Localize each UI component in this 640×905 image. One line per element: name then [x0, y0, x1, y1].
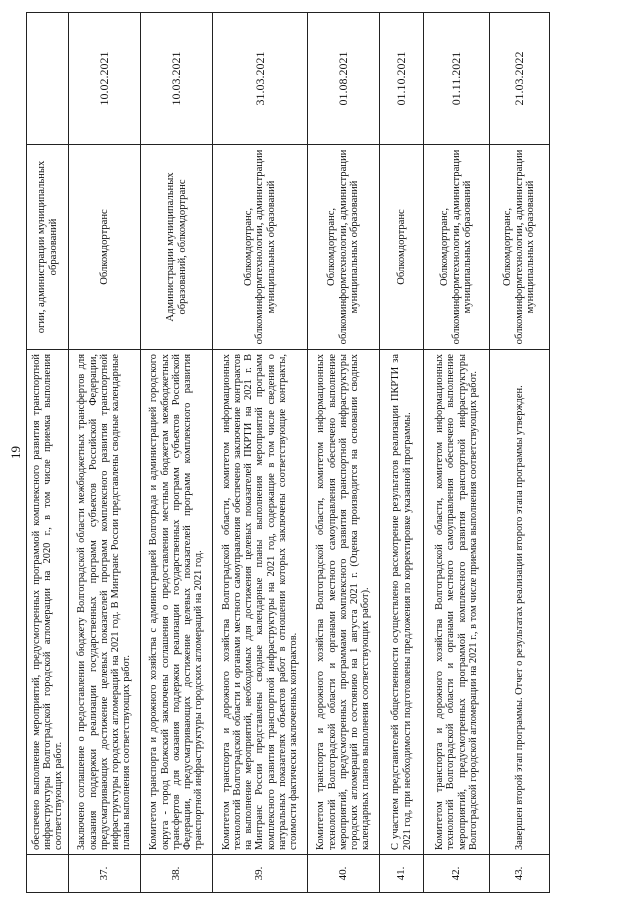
table-row	[27, 13, 69, 893]
row-executor: Администрации муниципальных образований, облкомдортранс	[141, 145, 213, 350]
row-number: 43.	[490, 855, 550, 893]
row-number: 42.	[424, 855, 490, 893]
row-number: 40.	[308, 855, 380, 893]
row-number: 39.	[213, 855, 308, 893]
table-row	[69, 13, 141, 893]
row-description: Комитетом транспорта и дорожного хозяйства Волгоградской области, комитетом информационных технологий Волгоградской области и органами местного самоуправления обеспечено заключение контрактов на выполнение мероприятий, необходимых для достижения целевых показателей ПКРТИ на 2021 г. В Минтранс России представлены сводные календарные планы выполнения мероприятий программ комплексного развития транспортной инфраструктуры на 2021 год, содержащие в том числе сведения о натуральных показателях объектов работ в отношении которых заключены соответствующие контракты, стоимости фактически заключенных контрактов.	[213, 350, 308, 855]
row-date	[27, 13, 69, 145]
row-executor: огии, администрации муниципальных образований	[27, 145, 69, 350]
table-row	[380, 13, 424, 893]
row-description: Завершен второй этап программы. Отчет о результатах реализации второго этапа программы утвержден.	[490, 350, 550, 855]
row-date: 01.08.2021	[308, 13, 380, 145]
table-row	[490, 13, 550, 893]
plan-table	[26, 12, 550, 893]
table-row	[308, 13, 380, 893]
row-date: 01.11.2021	[424, 13, 490, 145]
page-number: 19	[8, 446, 23, 459]
row-executor: Облкомдортранс	[69, 145, 141, 350]
row-description: Заключено соглашение о предоставлении бюджету Волгоградской области межбюджетных трансфертов для оказания поддержки реализации государственных программ субъектов Российской Федерации, предусматривающих достижение целевых показателей программ комплексного развития транспортной инфраструктуры городских агломераций на 2021 год. В Минтранс России представлены сводные календарные планы выполнения соответствующих работ.	[69, 350, 141, 855]
row-description: Комитетом транспорта и дорожного хозяйства с администрацией Волгограда и администрацией городского округа - город Волжский заключены соглашения о предоставлении местным бюджетам межбюджетных трансфертов для оказания поддержки реализации государственных программ субъектов Российской Федерации, предусматривающих достижение целевых показателей программ комплексного развития транспортной инфраструктуры городских агломераций на 2021 год.	[141, 350, 213, 855]
row-date: 21.03.2022	[490, 13, 550, 145]
row-date: 10.03.2021	[141, 13, 213, 145]
row-description: Комитетом транспорта и дорожного хозяйства Волгоградской области, комитетом информационных технологий Волгоградской области и органами местного самоуправления обеспечено выполнение мероприятий, предусмотренных программами комплексного развития транспортной инфраструктуры городских агломераций по состоянию на 1 августа 2021 г. (Оценка производится на основании сводных календарных планов выполнения соответствующих работ).	[308, 350, 380, 855]
row-description: обеспечено выполнение мероприятий, предусмотренных программой комплексного развития транспортной инфраструктуры Волгоградской городской агломерации на 2020 г., в том числе приемка выполнения соответствующих работ.	[27, 350, 69, 855]
row-executor: Облкомдортранс	[380, 145, 424, 350]
row-number: 41.	[380, 855, 424, 893]
row-executor: Облкомдортранс, облкоминформтехнологии, администрации муниципальных образований	[308, 145, 380, 350]
row-executor: Облкомдортранс, облкоминформтехнологии, администрации муниципальных образований	[490, 145, 550, 350]
table-row	[213, 13, 308, 893]
table-row	[424, 13, 490, 893]
row-executor: Облкомдортранс, облкоминформтехнологии, администрации муниципальных образований	[213, 145, 308, 350]
row-executor: Облкомдортранс, облкоминформтехнологии, администрации муниципальных образований	[424, 145, 490, 350]
row-date: 10.02.2021	[69, 13, 141, 145]
row-number: 37.	[69, 855, 141, 893]
row-description: С участием представителей общественности осуществлено рассмотрение результатов реализации ПКРТИ за 2021 год, при необходимости подготовлены предложения по корректировке указанной программы.	[380, 350, 424, 855]
row-number	[27, 855, 69, 893]
row-description: Комитетом транспорта и дорожного хозяйства Волгоградской области, комитетом информационных технологий Волгоградской области и органами местного самоуправления обеспечено выполнение мероприятий, предусмотренных программой комплексного развития транспортной инфраструктуры Волгоградской городской агломерации на 2021 г., в том числе приемка выполнения соответствующих работ.	[424, 350, 490, 855]
row-number: 38.	[141, 855, 213, 893]
table-row	[141, 13, 213, 893]
row-date: 01.10.2021	[380, 13, 424, 145]
row-date: 31.03.2021	[213, 13, 308, 145]
